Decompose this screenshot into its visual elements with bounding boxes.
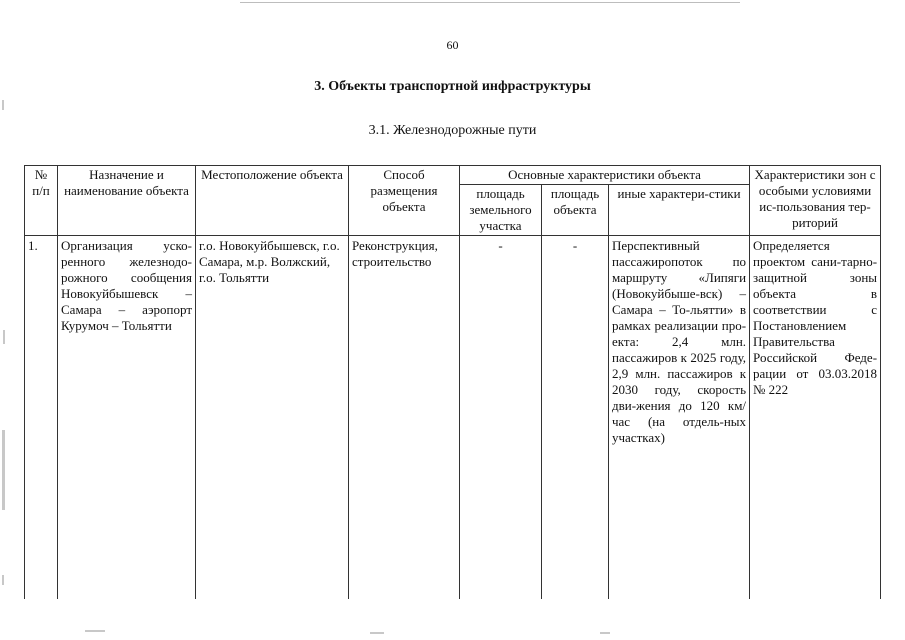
scan-artifact — [2, 575, 4, 585]
cell-num: 1. — [25, 236, 58, 600]
header-zone-characteristics: Характеристики зон с особыми условиями ис-пользования тер-риторий — [750, 166, 881, 236]
page-number: 60 — [446, 38, 459, 52]
scan-artifact — [370, 632, 384, 634]
table-header-row — [25, 166, 881, 185]
section-title: 3. Объекты транспортной инфраструктуры — [314, 79, 591, 94]
cell-land-area: - — [460, 236, 542, 600]
scan-artifact — [3, 330, 5, 344]
table-row — [25, 236, 881, 600]
header-placement: Способ размещения объекта — [349, 166, 460, 236]
railway-objects-table — [24, 165, 881, 599]
scan-artifact — [600, 632, 610, 634]
header-num: № п/п — [25, 166, 58, 236]
scan-top-line — [240, 2, 740, 3]
cell-other-characteristics: Перспективный пассажиропоток по маршруту «Липяги (Новокуйбыше-вск) – Самара – То-льятти» в рамках реализации про-екта: 2,4 млн. пассажиров к 2025 году, 2,9 млн. пассажиров к 2030 году, скорость дви-жения до 120 км/час (на отдель-ных участках) — [609, 236, 750, 600]
header-land-area: площадь земельного участка — [460, 185, 542, 236]
scan-artifact — [85, 630, 105, 632]
scan-artifact — [2, 100, 4, 110]
cell-placement: Реконструкция, строительство — [349, 236, 460, 600]
cell-location: г.о. Новокуйбышевск, г.о. Самара, м.р. Волжский, г.о. Тольятти — [196, 236, 349, 600]
cell-name: Организация уско-ренного железнодо-рожного сообщения Новокуйбышевск – Самара – аэропорт Курумоч – Тольятти — [58, 236, 196, 600]
cell-zone-characteristics: Определяется проектом сани-тарно-защитной зоны объекта в соответствии с Постановлением Правительства Российской Феде-рации от 03.03.2018 № 222 — [750, 236, 881, 600]
cell-object-area: - — [542, 236, 609, 600]
header-main-characteristics: Основные характеристики объекта — [460, 166, 750, 185]
scan-artifact — [2, 430, 5, 510]
header-other-characteristics: иные характери-стики — [609, 185, 750, 236]
header-object-area: площадь объекта — [542, 185, 609, 236]
header-name: Назначение и наименование объекта — [58, 166, 196, 236]
subsection-title: 3.1. Железнодорожные пути — [368, 123, 537, 138]
header-location: Местоположение объекта — [196, 166, 349, 236]
